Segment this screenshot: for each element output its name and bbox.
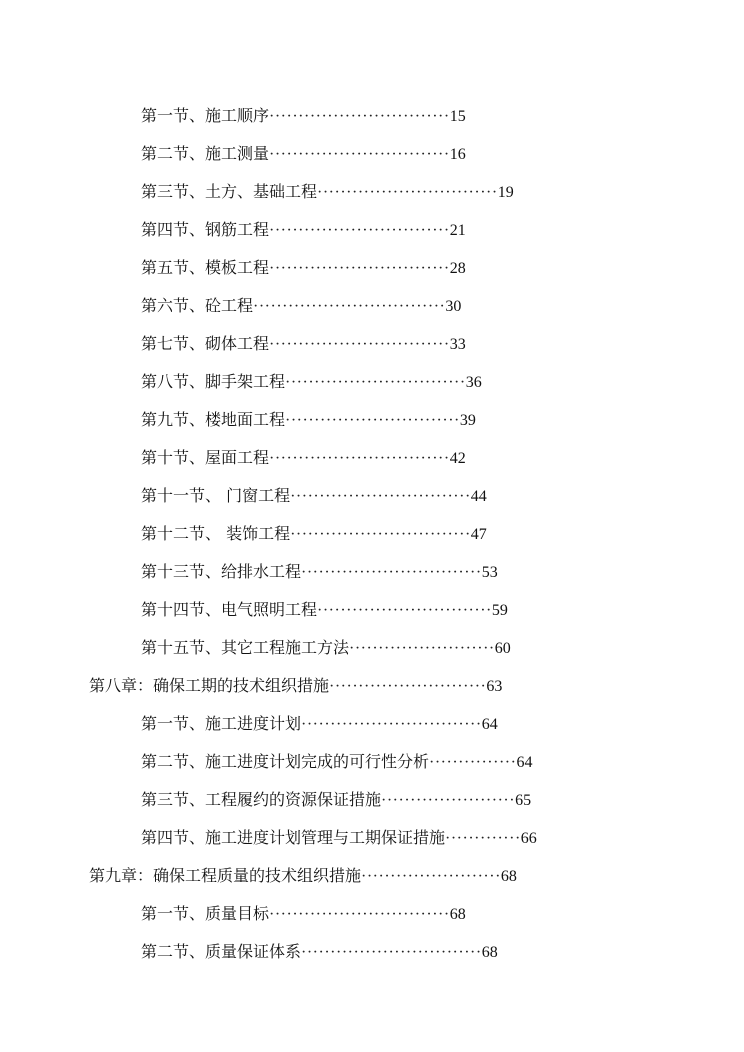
toc-page-number: 64 xyxy=(516,754,533,771)
toc-page-number: 44 xyxy=(470,488,487,505)
toc-section-entry[interactable] xyxy=(0,591,744,629)
toc-dot-leader: ······························· xyxy=(301,564,482,581)
toc-page-number: 15 xyxy=(449,108,466,125)
toc-entry-title: 第三节、土方、基础工程 xyxy=(141,182,318,201)
toc-section-entry[interactable] xyxy=(0,705,744,743)
toc-page-number: 64 xyxy=(481,716,498,733)
toc-dot-leader: ······························· xyxy=(269,260,450,277)
toc-page-number: 33 xyxy=(449,336,466,353)
toc-entry-title: 第四节、钢筋工程 xyxy=(141,220,270,239)
toc-section-entry[interactable] xyxy=(0,325,744,363)
toc-dot-leader: ································· xyxy=(253,298,446,315)
toc-entry-title: 第十四节、电气照明工程 xyxy=(141,600,318,619)
toc-dot-leader: ························· xyxy=(349,640,495,657)
toc-entry-title: 第八节、脚手架工程 xyxy=(141,372,286,391)
toc-page-number: 60 xyxy=(494,640,511,657)
toc-page-number: 30 xyxy=(445,298,462,315)
toc-entry-title: 第二节、施工测量 xyxy=(141,144,270,163)
toc-entry-title: 第二节、施工进度计划完成的可行性分析 xyxy=(141,752,430,771)
toc-dot-leader: ············· xyxy=(445,830,521,847)
toc-section-entry[interactable] xyxy=(0,439,744,477)
toc-dot-leader: ······························ xyxy=(285,412,460,429)
toc-section-entry[interactable] xyxy=(0,287,744,325)
toc-section-entry[interactable] xyxy=(0,933,744,971)
toc-section-entry[interactable] xyxy=(0,895,744,933)
toc-entry-title: 第一节、施工顺序 xyxy=(141,106,270,125)
toc-section-entry[interactable] xyxy=(0,249,744,287)
toc-dot-leader: ······························· xyxy=(301,944,482,961)
toc-dot-leader: ······························· xyxy=(317,184,498,201)
toc-page-number: 68 xyxy=(481,944,498,961)
toc-entry-title: 第九节、楼地面工程 xyxy=(141,410,286,429)
toc-section-entry[interactable] xyxy=(0,363,744,401)
toc-entry-title: 第四节、施工进度计划管理与工期保证措施 xyxy=(141,828,446,847)
toc-dot-leader: ······························· xyxy=(301,716,482,733)
table-of-contents xyxy=(0,97,744,971)
toc-dot-leader: ························ xyxy=(361,868,501,885)
toc-section-entry[interactable] xyxy=(0,477,744,515)
toc-page-number: 16 xyxy=(449,146,466,163)
toc-section-entry[interactable] xyxy=(0,553,744,591)
toc-entry-title: 第十一节、 门窗工程 xyxy=(141,486,291,505)
toc-section-entry[interactable] xyxy=(0,743,744,781)
toc-dot-leader: ··························· xyxy=(329,678,487,695)
toc-dot-leader: ······························· xyxy=(269,222,450,239)
toc-section-entry[interactable] xyxy=(0,173,744,211)
toc-dot-leader: ··············· xyxy=(429,754,517,771)
toc-page-number: 42 xyxy=(449,450,466,467)
toc-entry-title: 第六节、砼工程 xyxy=(141,296,254,315)
toc-page-number: 65 xyxy=(515,792,532,809)
toc-page-number: 53 xyxy=(481,564,498,581)
toc-page-number: 66 xyxy=(520,830,537,847)
toc-entry-title: 第七节、砌体工程 xyxy=(141,334,270,353)
toc-page-number: 68 xyxy=(449,906,466,923)
toc-entry-title: 第十二节、 装饰工程 xyxy=(141,524,291,543)
toc-page-number: 36 xyxy=(465,374,482,391)
toc-entry-title: 第八章：确保工期的技术组织措施 xyxy=(89,676,330,695)
toc-section-entry[interactable] xyxy=(0,211,744,249)
toc-page-number: 28 xyxy=(449,260,466,277)
toc-entry-title: 第一节、质量目标 xyxy=(141,904,270,923)
toc-page-number: 63 xyxy=(486,678,503,695)
toc-entry-title: 第二节、质量保证体系 xyxy=(141,942,302,961)
toc-dot-leader: ······························ xyxy=(317,602,492,619)
toc-section-entry[interactable] xyxy=(0,515,744,553)
toc-dot-leader: ······························· xyxy=(269,336,450,353)
toc-page-number: 39 xyxy=(459,412,476,429)
toc-chapter-entry[interactable] xyxy=(0,857,744,895)
toc-section-entry[interactable] xyxy=(0,401,744,439)
toc-page-number: 47 xyxy=(470,526,487,543)
toc-dot-leader: ······························· xyxy=(269,108,450,125)
toc-dot-leader: ······························· xyxy=(290,526,471,543)
toc-entry-title: 第十五节、其它工程施工方法 xyxy=(141,638,350,657)
toc-page-number: 19 xyxy=(497,184,514,201)
toc-entry-title: 第十三节、给排水工程 xyxy=(141,562,302,581)
toc-entry-title: 第九章：确保工程质量的技术组织措施 xyxy=(89,866,362,885)
toc-section-entry[interactable] xyxy=(0,629,744,667)
toc-section-entry[interactable] xyxy=(0,135,744,173)
toc-dot-leader: ······························· xyxy=(269,146,450,163)
toc-dot-leader: ······························· xyxy=(269,450,450,467)
toc-page-number: 59 xyxy=(491,602,508,619)
toc-page-number: 68 xyxy=(500,868,517,885)
toc-section-entry[interactable] xyxy=(0,97,744,135)
toc-chapter-entry[interactable] xyxy=(0,667,744,705)
toc-entry-title: 第三节、工程履约的资源保证措施 xyxy=(141,790,382,809)
toc-entry-title: 第十节、屋面工程 xyxy=(141,448,270,467)
toc-page-number: 21 xyxy=(449,222,466,239)
toc-section-entry[interactable] xyxy=(0,819,744,857)
toc-section-entry[interactable] xyxy=(0,781,744,819)
toc-dot-leader: ······························· xyxy=(290,488,471,505)
toc-entry-title: 第五节、模板工程 xyxy=(141,258,270,277)
toc-dot-leader: ······························· xyxy=(285,374,466,391)
toc-entry-title: 第一节、施工进度计划 xyxy=(141,714,302,733)
toc-dot-leader: ······················· xyxy=(381,792,516,809)
toc-dot-leader: ······························· xyxy=(269,906,450,923)
